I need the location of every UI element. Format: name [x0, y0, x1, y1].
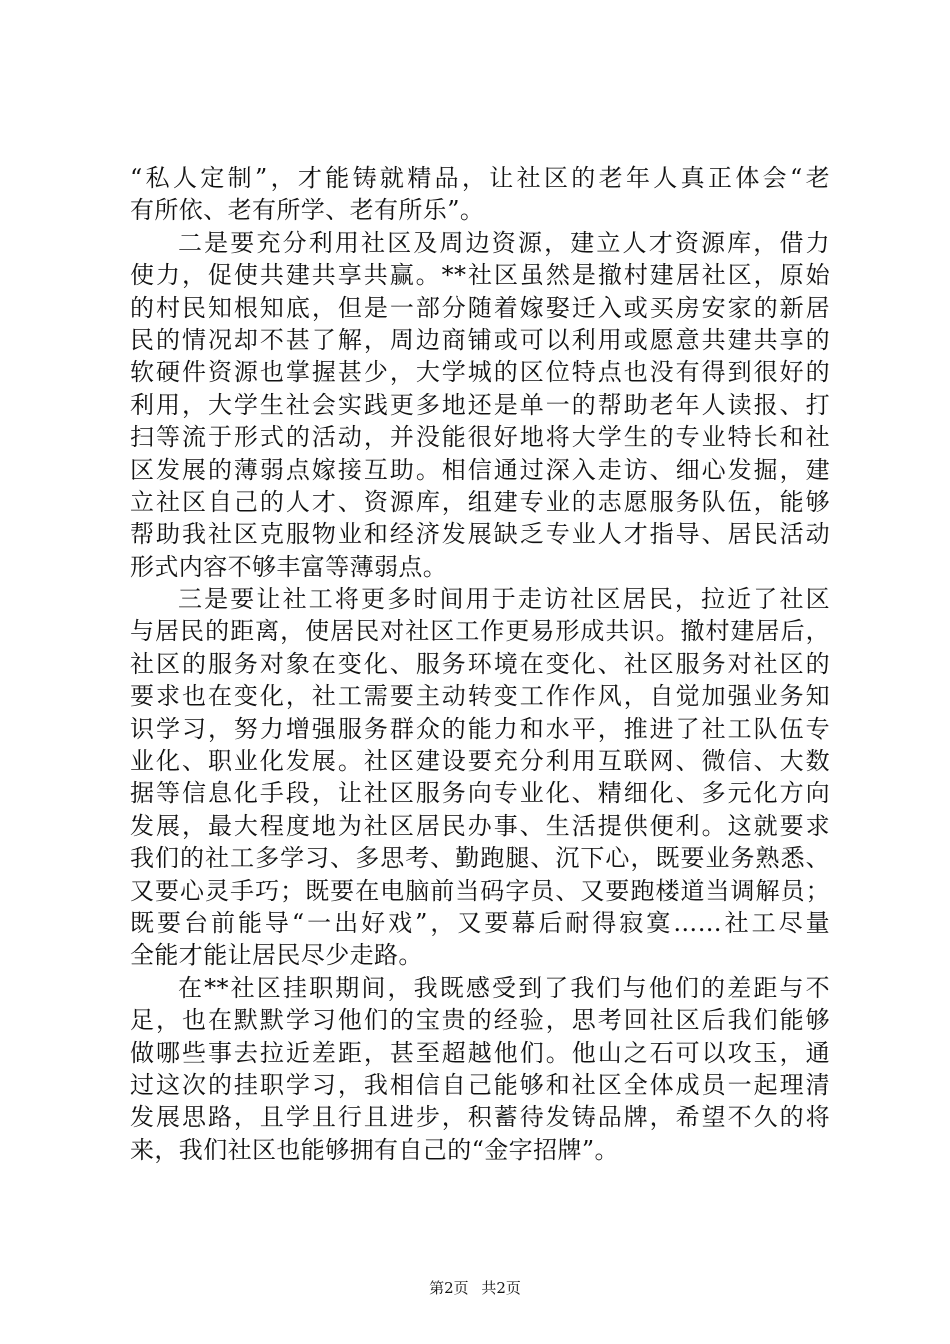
text-line: 利用，大学生社会实践更多地还是单一的帮助老年人读报、打: [130, 390, 830, 419]
text-line: 立社区自己的人才、资源库，组建专业的志愿服务队伍，能够: [130, 487, 830, 516]
text-line: 形式内容不够丰富等薄弱点。: [130, 552, 448, 581]
text-line: 扫等流于形式的活动，并没能很好地将大学生的专业特长和社: [130, 423, 830, 452]
text-line: 识学习，努力增强服务群众的能力和水平，推进了社工队伍专: [130, 714, 830, 743]
text-line: 全能才能让居民尽少走路。: [130, 941, 423, 970]
text-line: 二是要充分利用社区及周边资源，建立人才资源库，借力: [178, 228, 830, 257]
text-line: 足，也在默默学习他们的宝贵的经验，思考回社区后我们能够: [130, 1006, 830, 1035]
text-line: 据等信息化手段，让社区服务向专业化、精细化、多元化方向: [130, 779, 830, 808]
paragraph: [130, 162, 830, 227]
text-line: 民的情况却不甚了解，周边商铺或可以利用或愿意共建共享的: [130, 325, 830, 354]
text-line: 我们的社工多学习、多思考、勤跑腿、沉下心，既要业务熟悉、: [130, 844, 830, 873]
text-line: 又要心灵手巧；既要在电脑前当码字员、又要跑楼道当调解员；: [130, 876, 830, 905]
text-line: 的村民知根知底，但是一部分随着嫁娶迁入或买房安家的新居: [130, 293, 830, 322]
document-body: [130, 162, 830, 1166]
page-total: 共2页: [481, 1279, 521, 1297]
text-line: “私人定制”，才能铸就精品，让社区的老年人真正体会“老: [130, 164, 830, 192]
text-line: 帮助我社区克服物业和经济发展缺乏专业人才指导、居民活动: [130, 520, 830, 549]
paragraph: [130, 583, 830, 972]
text-line: 与居民的距离，使居民对社区工作更易形成共识。撤村建居后，: [130, 617, 830, 646]
paragraph: [130, 972, 830, 1166]
text-line: 有所依、老有所学、老有所乐”。: [130, 196, 485, 225]
text-line: 来，我们社区也能够拥有自己的“金字招牌”。: [130, 1135, 619, 1164]
text-line: 业化、职业化发展。社区建设要充分利用互联网、微信、大数: [130, 747, 830, 776]
text-line: 软硬件资源也掌握甚少，大学城的区位特点也没有得到很好的: [130, 358, 830, 387]
text-line: 既要台前能导“一出好戏”，又要幕后耐得寂寞……社工尽量: [130, 908, 830, 937]
text-line: 发展思路，且学且行且进步，积蓄待发铸品牌，希望不久的将: [130, 1103, 830, 1132]
text-line: 区发展的薄弱点嫁接互助。相信通过深入走访、细心发掘，建: [130, 455, 830, 484]
text-line: 过这次的挂职学习，我相信自己能够和社区全体成员一起理清: [130, 1070, 830, 1099]
text-line: 做哪些事去拉近差距，甚至超越他们。他山之石可以攻玉，通: [130, 1038, 830, 1067]
text-line: 社区的服务对象在变化、服务环境在变化、社区服务对社区的: [130, 649, 830, 678]
text-line: 要求也在变化，社工需要主动转变工作作风，自觉加强业务知: [130, 682, 830, 711]
page-footer: [0, 1278, 950, 1298]
text-line: 发展，最大程度地为社区居民办事、生活提供便利。这就要求: [130, 811, 830, 840]
text-line: 在**社区挂职期间，我既感受到了我们与他们的差距与不: [178, 973, 830, 1002]
paragraph: [130, 227, 830, 583]
page-number: 第2页: [429, 1279, 469, 1297]
text-line: 三是要让社工将更多时间用于走访社区居民，拉近了社区: [178, 585, 830, 614]
text-line: 使力，促使共建共享共赢。**社区虽然是撤村建居社区，原始: [130, 261, 830, 290]
